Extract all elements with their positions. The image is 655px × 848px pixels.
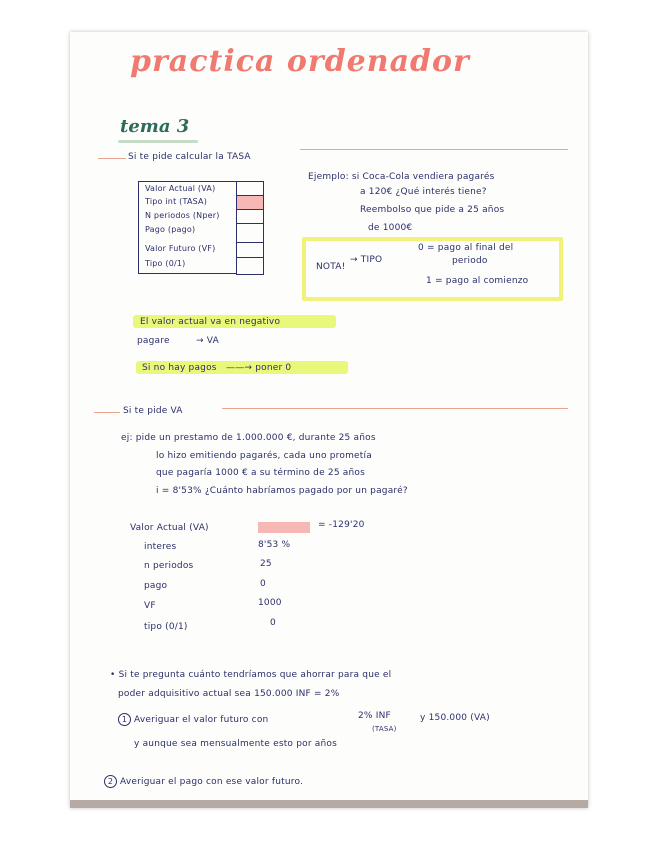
problem-line: ej: pide un prestamo de 1.000.000 €, durante 25 años xyxy=(121,433,376,443)
step-1 xyxy=(118,713,268,726)
note-va: El valor actual va en negativo xyxy=(140,317,281,327)
va-row-label: n periodos xyxy=(144,561,194,571)
va-row-label: interes xyxy=(144,542,177,552)
step-line2: y aunque sea mensualmente esto por años xyxy=(134,739,337,749)
va-row-value: 1000 xyxy=(258,598,282,608)
table-cell xyxy=(236,257,264,275)
table-row: Valor Futuro (VF) xyxy=(145,244,216,253)
highlight-va-result xyxy=(258,522,310,533)
va-row-value: 8'53 % xyxy=(258,540,291,550)
step-tasa: (TASA) xyxy=(372,725,397,733)
divider-right xyxy=(300,149,568,150)
note-option-0: 0 = pago al final del xyxy=(418,243,514,253)
example-line: Reembolso que pide a 25 años xyxy=(360,205,505,215)
note-option-0b: periodo xyxy=(452,256,488,266)
table-row: N periodos (Nper) xyxy=(145,211,220,220)
step-number: 2 xyxy=(104,775,117,788)
note-arrow: → TIPO xyxy=(350,255,383,265)
problem-line: i = 8'53% ¿Cuánto habríamos pagado por un pagaré? xyxy=(156,486,408,496)
table-row: Tipo int (TASA) xyxy=(145,197,208,206)
tasa-heading: Si te pide calcular la TASA xyxy=(128,152,251,162)
step-number: 1 xyxy=(118,713,131,726)
table-row: Tipo (0/1) xyxy=(145,259,186,268)
note-label: NOTA! xyxy=(316,262,346,272)
section-highlight xyxy=(118,140,198,143)
table-cell xyxy=(236,209,264,223)
table-cell xyxy=(236,223,264,242)
paper-edge xyxy=(70,800,588,808)
divider-right xyxy=(222,408,568,409)
step-text: Averiguar el valor futuro con xyxy=(134,715,269,725)
va-row-value: 0 xyxy=(270,618,276,628)
table-cell xyxy=(236,181,264,195)
table-row: Valor Actual (VA) xyxy=(145,184,216,193)
note-pagare-arrow: → VA xyxy=(196,336,219,346)
section-title: tema 3 xyxy=(120,116,190,137)
page-title: practica ordenador xyxy=(130,44,470,79)
example-line: a 120€ ¿Qué interés tiene? xyxy=(360,187,487,197)
va-heading: Si te pide VA xyxy=(123,406,183,416)
divider-left xyxy=(94,412,120,413)
problem-line: que pagaría 1000 € a su término de 25 años xyxy=(156,468,366,478)
note-no-pagos-arrow: ——→ poner 0 xyxy=(226,363,292,373)
table-cell-highlighted xyxy=(236,195,264,209)
va-row-label: pago xyxy=(144,581,168,591)
table-cell xyxy=(236,242,264,257)
va-row-value: 25 xyxy=(260,559,272,569)
table-row: Pago (pago) xyxy=(145,225,196,234)
step-inf: 2% INF xyxy=(358,711,391,721)
bullet-line: poder adquisitivo actual sea 150.000 INF = 2% xyxy=(118,689,340,699)
bullet-line: • Si te pregunta cuánto tendríamos que ahorrar para que el xyxy=(110,670,392,680)
va-row-value: = -129'20 xyxy=(318,520,365,530)
step-2 xyxy=(104,775,303,788)
example-line: Ejemplo: si Coca-Cola vendiera pagarés xyxy=(308,172,495,182)
va-row-label: VF xyxy=(144,601,156,611)
problem-line: lo hizo emitiendo pagarés, cada uno prometía xyxy=(156,451,372,461)
note-pagare: pagare xyxy=(137,336,170,346)
divider-left xyxy=(98,158,126,159)
va-row-label: tipo (0/1) xyxy=(144,622,188,632)
va-row-value: 0 xyxy=(260,579,266,589)
va-row-label: Valor Actual (VA) xyxy=(130,523,209,533)
step-text: Averiguar el pago con ese valor futuro. xyxy=(120,777,304,787)
step-text-b: y 150.000 (VA) xyxy=(420,713,490,723)
note-no-pagos: Si no hay pagos xyxy=(142,363,217,373)
note-option-1: 1 = pago al comienzo xyxy=(426,276,529,286)
example-line: de 1000€ xyxy=(368,223,413,233)
table-cells xyxy=(236,181,264,275)
